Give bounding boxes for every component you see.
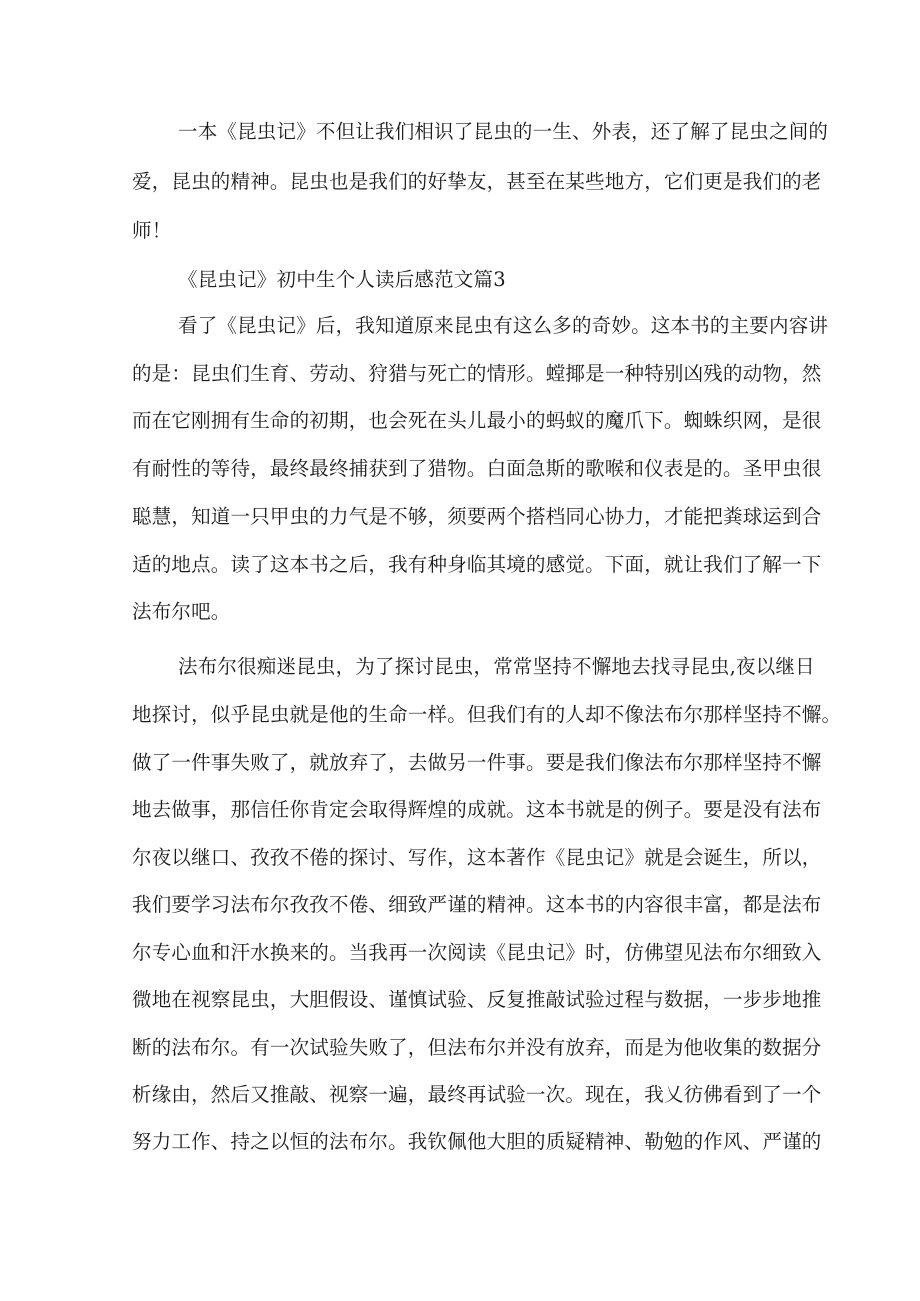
- paragraph-3-line-4: 地去做事，那信任你肯定会取得辉煌的成就。这本书就是的例子。要是没有法布: [132, 798, 822, 821]
- paragraph-1-line-3: 师！: [132, 219, 172, 242]
- paragraph-3-line-10: 析缘由，然后又推敲、视察一遍，最终再试验一次。现在，我乂彷佛看到了一个: [132, 1083, 822, 1106]
- paragraph-2-line-5: 聪慧，知道一只甲虫的力气是不够，须要两个搭档同心协力，才能把粪球运到合: [132, 505, 822, 528]
- paragraph-2-line-1: 看了《昆虫记》后，我知道原来昆虫有这么多的奇妙。这本书的主要内容讲: [178, 314, 829, 337]
- paragraph-2-line-3: 而在它刚拥有生命的初期，也会死在头儿最小的蚂蚁的魔爪下。蜘蛛织网，是很: [132, 409, 822, 432]
- paragraph-3-line-1: 法布尔很痴迷昆虫，为了探讨昆虫，常常坚持不懈地去找寻昆虫,夜以继日: [178, 655, 815, 678]
- paragraph-3-line-7: 尔专心血和汗水换来的。当我再一次阅读《昆虫记》时，仿佛望见法布尔细致入: [132, 941, 822, 964]
- paragraph-1-line-2: 爱，昆虫的精神。昆虫也是我们的好挚友，甚至在某些地方，它们更是我们的老: [132, 170, 822, 193]
- paragraph-3-line-6: 我们要学习法布尔孜孜不倦、细致严谨的精神。这本书的内容很丰富，都是法布: [132, 893, 822, 916]
- paragraph-3-line-3: 做了一件事失败了，就放弃了，去做另一件事。要是我们像法布尔那样坚持不懈: [132, 751, 822, 774]
- paragraph-2-line-6: 适的地点。读了这本书之后，我有种身临其境的感觉。下面，就让我们了解一下: [132, 553, 822, 576]
- paragraph-3-line-11: 努力工作、持之以恒的法布尔。我钦佩他大胆的质疑精神、勒勉的作风、严谨的: [132, 1130, 822, 1153]
- paragraph-2-line-2: 的是：昆虫们生育、劳动、狩猎与死亡的情形。螳揶是一种特别凶残的动物，然: [132, 362, 822, 385]
- paragraph-3-line-9: 断的法布尔。有一次试验失败了，但法布尔并没有放弃，而是为他收集的数据分: [132, 1036, 822, 1059]
- paragraph-3-line-2: 地探讨，似乎昆虫就是他的生命一样。但我们有的人却不像法布尔那样坚持不懈。: [132, 703, 842, 726]
- paragraph-3-line-5: 尔夜以继口、孜孜不倦的探讨、写作，这本著作《昆虫记》就是会诞生，所以，: [132, 846, 822, 869]
- paragraph-2-line-7: 法布尔吧。: [132, 600, 231, 623]
- paragraph-2-line-4: 有耐性的等待，最终最终捕获到了猎物。白面急斯的歌喉和仪表是的。圣甲虫很: [132, 457, 822, 480]
- section-heading: 《昆虫记》初中生个人读后感范文篇3: [178, 268, 506, 291]
- paragraph-1-line-1: 一本《昆虫记》不但让我们相识了昆虫的一生、外表，还了解了昆虫之间的: [178, 120, 829, 143]
- paragraph-3-line-8: 微地在视察昆虫，大胆假设、谨慎试验、反复推敲试验过程与数据，一步步地推: [132, 988, 822, 1011]
